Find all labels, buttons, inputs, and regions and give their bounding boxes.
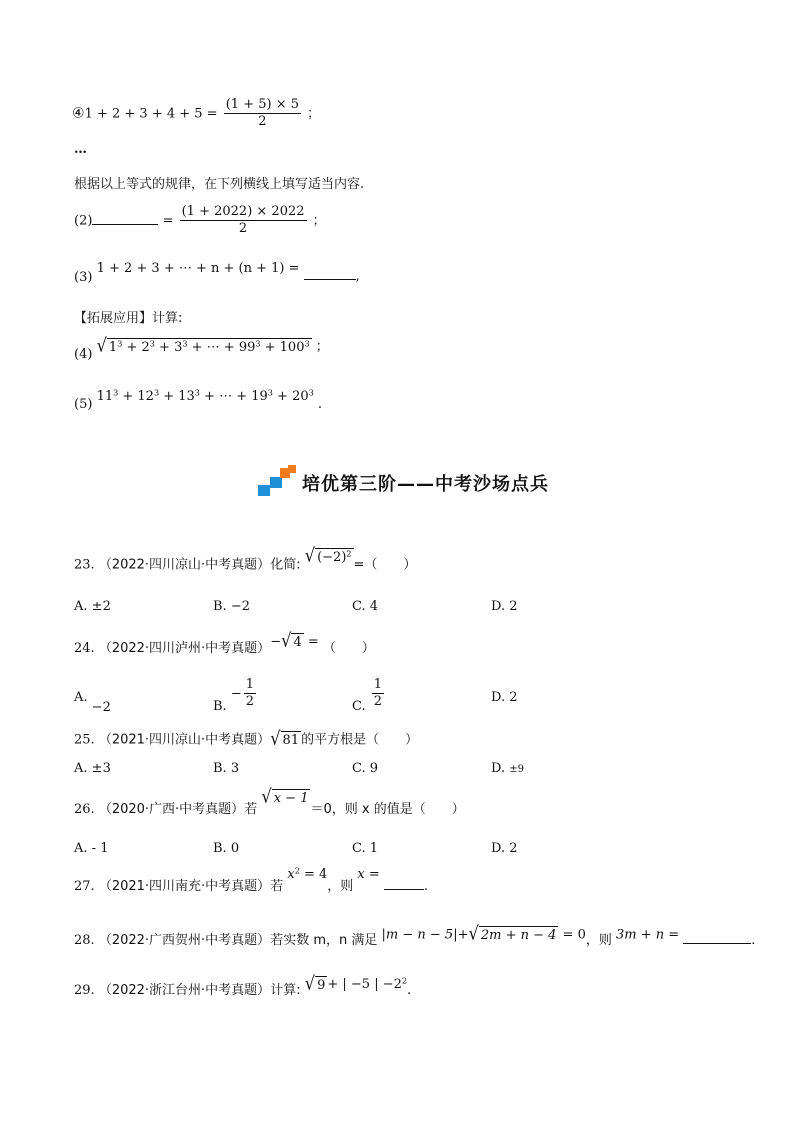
option-b[interactable] (213, 599, 250, 614)
answer-blank[interactable] (384, 889, 424, 890)
square-root: √ x − 1 (261, 785, 309, 808)
option-letter: B. (213, 698, 227, 714)
equals-sign: = (162, 213, 174, 229)
question-source: （2021·四川南充·中考真题） (98, 879, 271, 894)
question-24 (74, 629, 375, 657)
expansion-label: 【拓展应用】计算: (74, 311, 183, 326)
question-number: 24. (74, 641, 95, 657)
punctuation: . (317, 397, 323, 412)
denominator: 2 (238, 220, 248, 236)
option-a[interactable] (74, 761, 111, 776)
option-letter: B. (213, 599, 227, 614)
question-29 (74, 972, 412, 999)
answer-blank[interactable] (304, 279, 356, 280)
option-text: ±3 (91, 761, 111, 776)
option-c[interactable] (352, 677, 386, 714)
square-root: √ $1^3 + 2^3 + 3^3$ + ⋯ + $99^3 + 100^3$ (96, 334, 310, 357)
answer-blank[interactable] (683, 943, 751, 944)
fraction: $\frac{1}{2}$ (373, 677, 383, 709)
ellipsis: … (74, 142, 87, 157)
question-number: 23. (74, 557, 95, 573)
square-root: √ $(-2)^2$ (304, 544, 352, 567)
square-root: √ 4 (281, 629, 302, 652)
option-b[interactable] (213, 677, 258, 714)
fraction (180, 205, 307, 237)
equation: 3m + n = (616, 927, 680, 943)
question-27 (74, 866, 429, 894)
plus-sign: + (457, 927, 469, 943)
square-root: √ 2m + n − 4 (468, 922, 557, 945)
option-text: 2 (509, 599, 518, 614)
question-label: (4) (74, 347, 93, 363)
numerator: (1 + 2022) × 2022 (181, 204, 305, 219)
denominator: 2 (258, 113, 267, 129)
option-text: 9 (369, 761, 379, 776)
question-28 (74, 922, 756, 949)
option-a[interactable] (74, 690, 111, 715)
equation-4 (72, 98, 320, 130)
expression: $11^3 + 12^3 + 13^3$ + ⋯ + $19^3 + 20^3$ (96, 388, 314, 404)
option-letter: B. (213, 761, 227, 776)
question-label: (2) (74, 213, 93, 229)
punctuation: ； (312, 213, 326, 229)
option-text: ±2 (91, 599, 111, 614)
fraction: $\frac{1}{2}$ (245, 677, 255, 709)
minus-sign: − (230, 686, 242, 702)
question-label: (3) (74, 270, 93, 285)
option-letter: C. (352, 761, 366, 776)
option-letter: A. (74, 761, 88, 776)
stair-blocks-icon (258, 465, 298, 497)
option-letter: D. (491, 690, 506, 705)
expression: + | −5 | $-2^2$ (327, 976, 407, 993)
option-text: 1 (369, 841, 379, 856)
option-d[interactable] (491, 841, 518, 856)
option-letter: D. (491, 761, 506, 776)
question-3 (74, 261, 360, 285)
punctuation: ； (307, 106, 321, 122)
question-stem: 若实数 m，n 满足 (270, 933, 378, 949)
question-tail: 的平方根是（ ） (301, 732, 419, 748)
square-root: √ 9 (304, 972, 326, 995)
equation-lhs: 1 + 2 + 3 + 4 + 5 = (84, 106, 218, 122)
option-text: 3 (230, 761, 240, 776)
question-tail: =（ ） (353, 557, 417, 573)
question-25 (74, 727, 419, 750)
question-source: （2022·广西贺州·中考真题） (98, 933, 271, 949)
question-source: （2021·四川凉山·中考真题） (98, 732, 271, 748)
question-tail: （ ） (322, 641, 375, 657)
question-number: 28. (74, 933, 95, 949)
question-stem: 计算: (270, 983, 301, 999)
option-letter: A. (74, 599, 88, 614)
option-d[interactable] (491, 690, 518, 705)
option-a[interactable] (74, 599, 111, 614)
absolute-value: |m − n − 5| (381, 927, 458, 943)
option-letter: D. (491, 841, 506, 856)
option-letter: C. (352, 698, 366, 714)
punctuation: . (751, 933, 756, 949)
question-number: 29. (74, 983, 95, 999)
question-26 (74, 785, 465, 818)
option-a[interactable] (74, 841, 108, 856)
question-23 (74, 544, 417, 574)
option-letter: A. (74, 690, 88, 705)
option-b[interactable] (213, 841, 239, 856)
question-number: 26. (74, 802, 95, 818)
option-d[interactable] (491, 599, 518, 614)
question-label: (5) (74, 397, 93, 412)
option-c[interactable] (352, 761, 378, 776)
question-stem: 化简: (270, 557, 301, 573)
question-number: 27. (74, 879, 95, 894)
option-text: 2 (509, 841, 518, 856)
option-d[interactable] (491, 761, 524, 776)
circled-number: ④ (72, 105, 85, 122)
fraction (224, 98, 301, 130)
question-mid: ，则 (327, 879, 354, 894)
equation: = 0 (562, 927, 586, 943)
option-text: −2 (91, 700, 111, 715)
section-title: 培优第三阶——中考沙场点兵 (302, 474, 549, 495)
instruction-text: 根据以上等式的规律，在下列横线上填写适当内容. (74, 177, 365, 192)
square-root: √ 81 (270, 727, 300, 750)
option-letter: B. (213, 841, 227, 856)
option-c[interactable] (352, 599, 378, 614)
option-letter: C. (352, 599, 366, 614)
question-mid: ，则 (585, 933, 612, 949)
question-source: （2022·浙江台州·中考真题） (98, 983, 271, 999)
option-letter: C. (352, 841, 366, 856)
punctuation: ； (315, 339, 329, 355)
answer-blank[interactable] (92, 224, 158, 225)
option-text: ±9 (509, 764, 524, 775)
question-2 (74, 205, 326, 237)
question-stem: 若 (270, 879, 284, 894)
punctuation: . (423, 879, 429, 894)
question-stem: 若 (244, 802, 258, 818)
punctuation: , (355, 269, 360, 284)
question-source: （2020·广西·中考真题） (98, 802, 245, 818)
option-letter: D. (491, 599, 506, 614)
question-5 (74, 388, 323, 412)
minus-sign: − (270, 634, 282, 650)
punctuation: . (407, 983, 412, 999)
option-text: 2 (509, 690, 518, 705)
question-number: 25. (74, 732, 95, 748)
option-text: - 1 (91, 841, 109, 856)
option-b[interactable] (213, 761, 239, 776)
question-source: （2022·四川凉山·中考真题） (98, 557, 271, 573)
option-text: 4 (369, 599, 379, 614)
expression: 1 + 2 + 3 + ⋯ + n + (n + 1) = (96, 261, 300, 276)
option-c[interactable] (352, 841, 378, 856)
question-4 (74, 334, 329, 363)
question-source: （2022·四川泸州·中考真题） (98, 641, 271, 657)
question-tail: ＝0，则 x 的值是（ ） (310, 802, 465, 818)
equation: x = (357, 867, 380, 882)
equation: $x^2 = 4$ (287, 866, 328, 882)
option-letter: A. (74, 841, 88, 856)
option-text: −2 (230, 599, 250, 614)
equals-sign: = (307, 634, 319, 650)
numerator: (1 + 5) × 5 (225, 97, 299, 112)
option-text: 0 (230, 841, 240, 856)
